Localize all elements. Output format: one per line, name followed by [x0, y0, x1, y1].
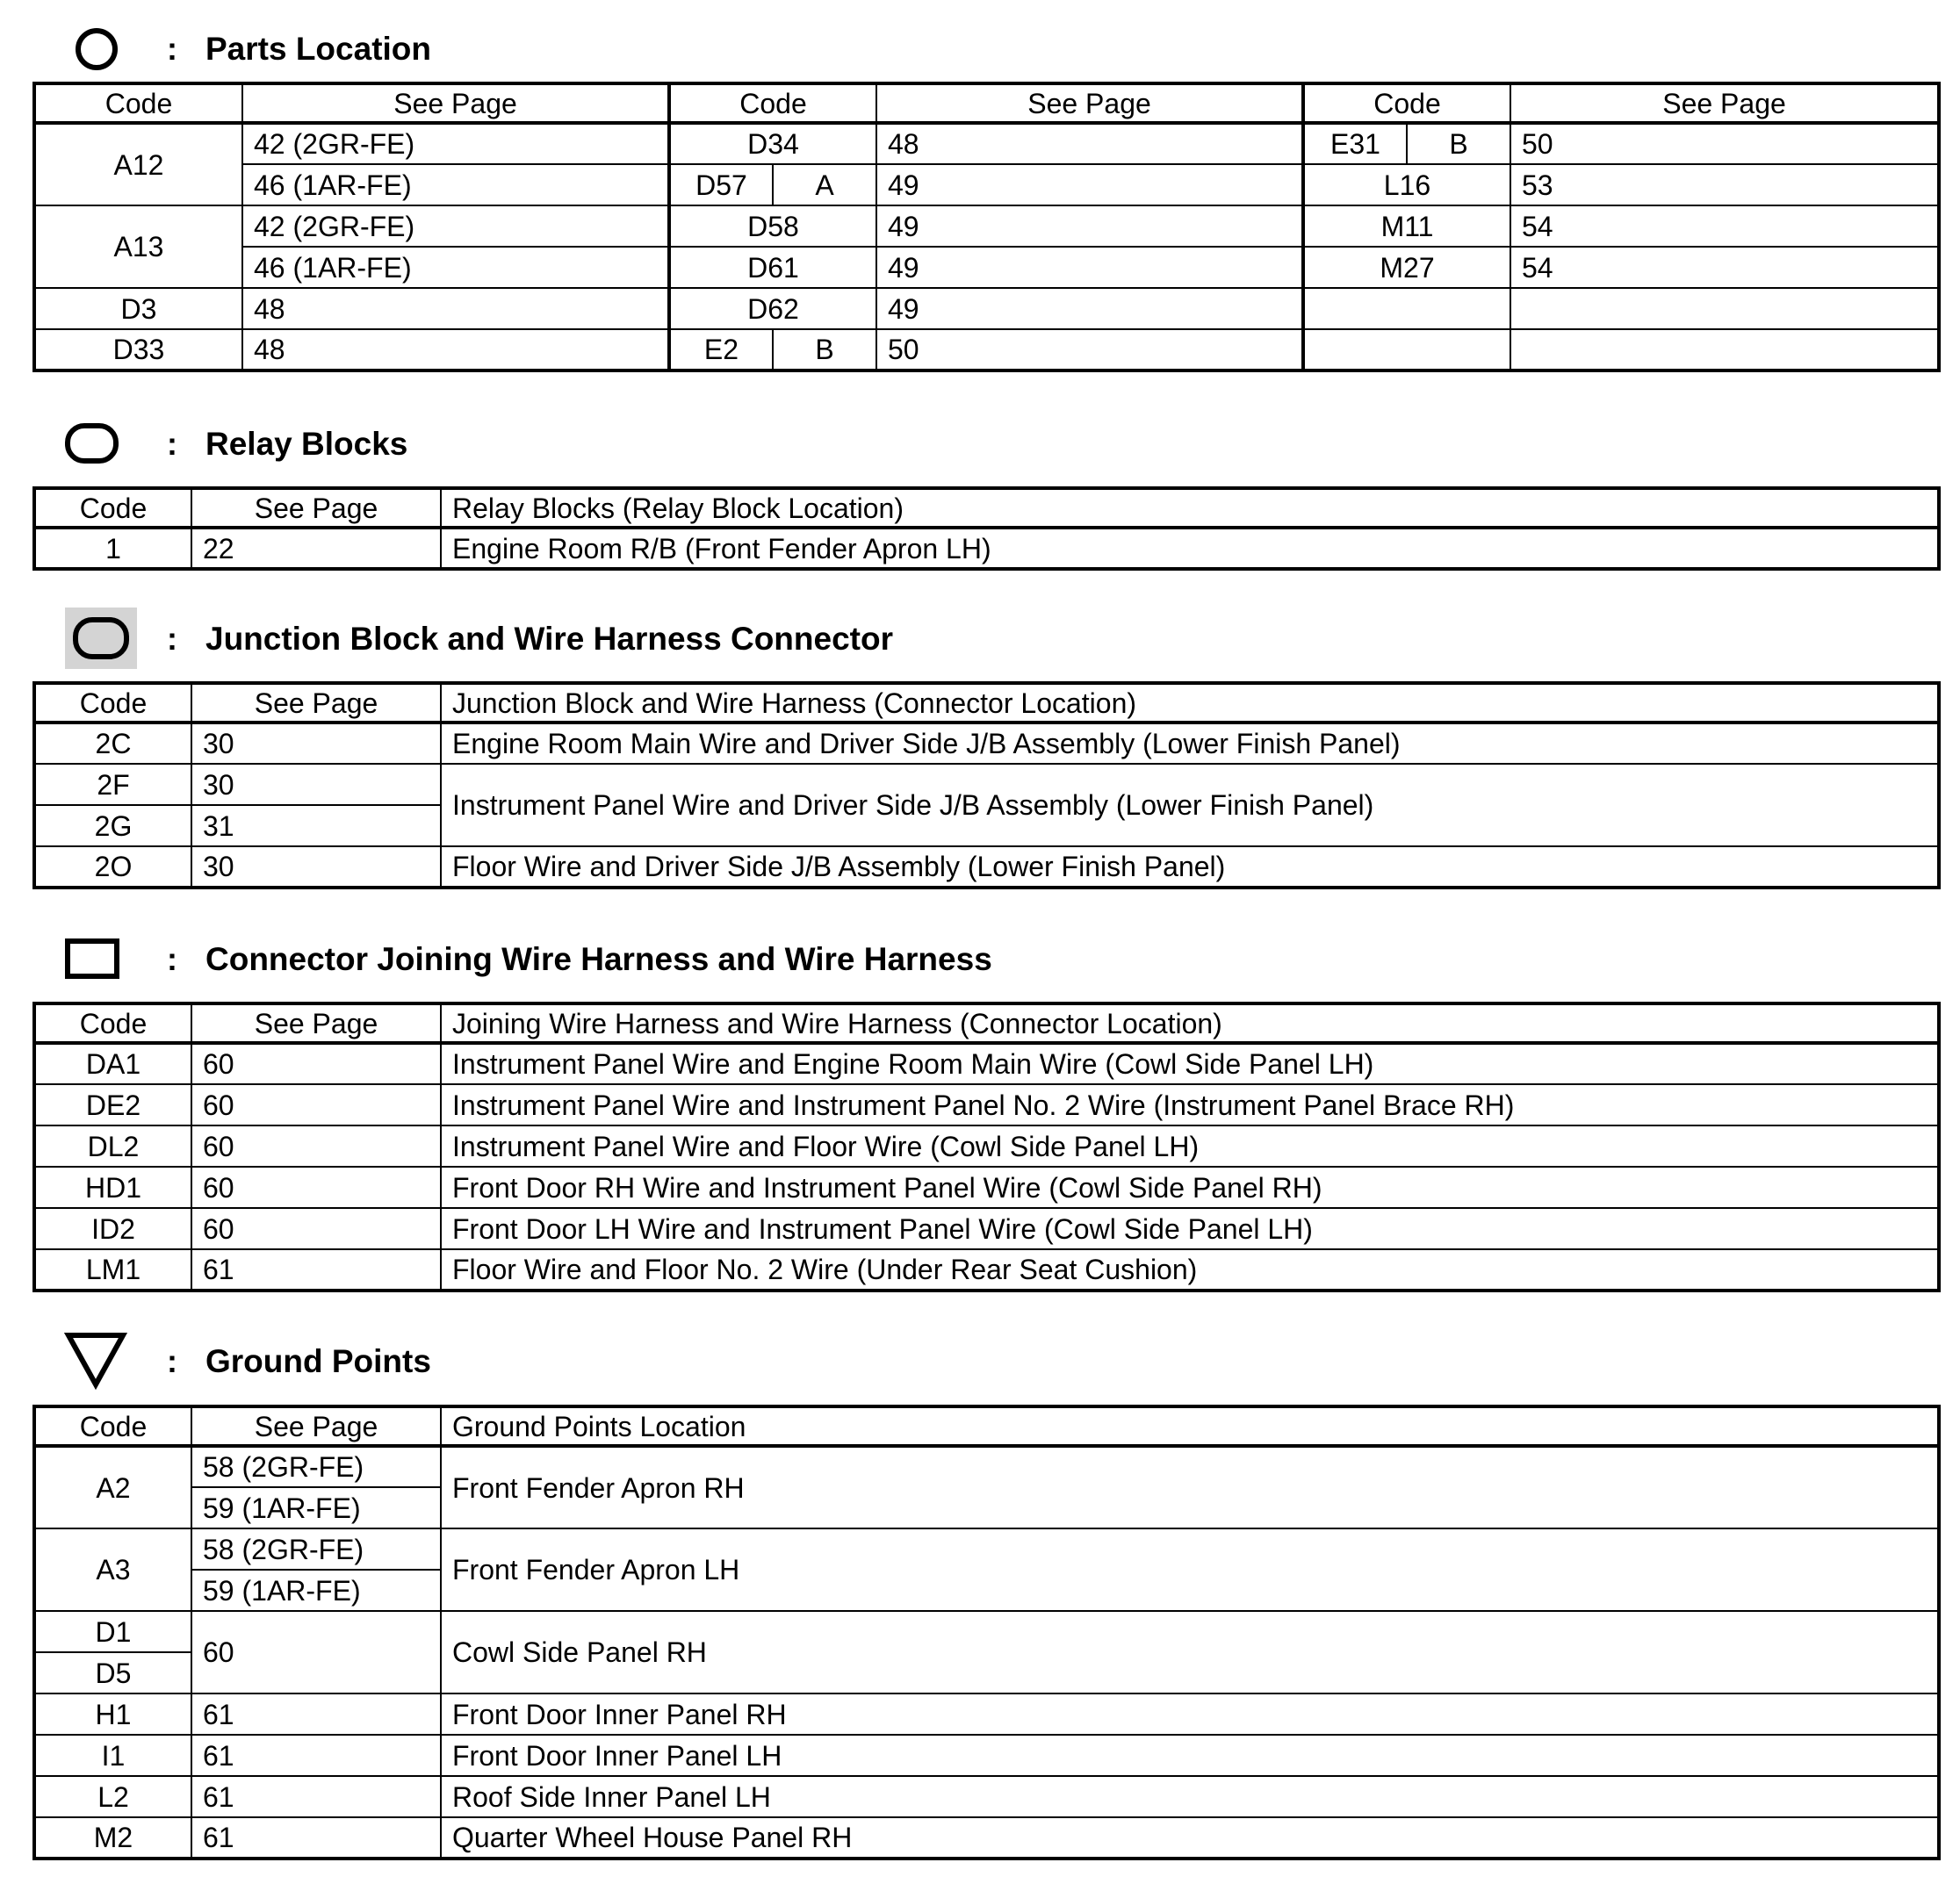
- table-row: [34, 1249, 1939, 1291]
- empty-cell: [1510, 329, 1939, 370]
- code-cell: H1: [34, 1693, 191, 1735]
- description-cell: Instrument Panel Wire and Driver Side J/B Assembly (Lower Finish Panel): [441, 764, 1939, 846]
- heading-colon: :: [167, 941, 177, 977]
- page-cell: 30: [191, 764, 441, 805]
- page-cell: 61: [191, 1817, 441, 1859]
- table-row: [34, 1693, 1939, 1735]
- page-cell: 31: [191, 805, 441, 846]
- heading-colon: :: [167, 621, 177, 657]
- table-row: [34, 1043, 1939, 1084]
- header-code: Code: [34, 488, 191, 528]
- parts-location-table: [32, 82, 1941, 372]
- page-cell: 48: [242, 288, 669, 329]
- table-row: [34, 1611, 1939, 1652]
- shaded-rounded-rect-icon: [65, 608, 137, 669]
- code-cell: M27: [1303, 247, 1510, 288]
- description-cell: Instrument Panel Wire and Engine Room Main Wire (Cowl Side Panel LH): [441, 1043, 1939, 1084]
- table-row: [34, 123, 1939, 164]
- code-cell: E2: [669, 329, 773, 370]
- ground-points-table: [32, 1405, 1941, 1860]
- code-cell: D1: [34, 1611, 191, 1652]
- table-row: [34, 1167, 1939, 1208]
- code-cell: DL2: [34, 1125, 191, 1167]
- code-cell: I1: [34, 1735, 191, 1776]
- page-cell: 22: [191, 528, 441, 569]
- code-cell: A3: [34, 1528, 191, 1611]
- header-code: Code: [1303, 83, 1510, 123]
- code-cell: L16: [1303, 164, 1510, 205]
- empty-cell: [1303, 329, 1510, 370]
- circle-icon: [74, 26, 119, 72]
- junction-block-table: [32, 681, 1941, 889]
- description-cell: Front Door Inner Panel LH: [441, 1735, 1939, 1776]
- header-see-page: See Page: [191, 683, 441, 723]
- triangle-down-icon: [63, 1330, 128, 1390]
- page-cell: 46 (1AR-FE): [242, 247, 669, 288]
- code-cell: D5: [34, 1652, 191, 1693]
- table-row: [34, 205, 1939, 247]
- header-description: Junction Block and Wire Harness (Connector Location): [441, 683, 1939, 723]
- sub-code-cell: B: [773, 329, 876, 370]
- table-row: [34, 1776, 1939, 1817]
- description-cell: Roof Side Inner Panel LH: [441, 1776, 1939, 1817]
- table-header-row: [34, 1406, 1939, 1446]
- page-cell: 61: [191, 1776, 441, 1817]
- code-cell: D61: [669, 247, 876, 288]
- heading-colon: :: [167, 1343, 177, 1379]
- table-row: [34, 1208, 1939, 1249]
- header-see-page: See Page: [191, 1406, 441, 1446]
- page-cell: 59 (1AR-FE): [191, 1570, 441, 1611]
- code-cell: M11: [1303, 205, 1510, 247]
- connector-joining-table: [32, 1002, 1941, 1292]
- page-cell: 49: [876, 205, 1303, 247]
- table-row: [34, 247, 1939, 288]
- page-cell: 50: [876, 329, 1303, 370]
- code-cell: 1: [34, 528, 191, 569]
- table-row: [34, 1735, 1939, 1776]
- page-cell: 54: [1510, 247, 1939, 288]
- code-cell: DA1: [34, 1043, 191, 1084]
- sub-code-cell: A: [773, 164, 876, 205]
- header-code: Code: [34, 1003, 191, 1043]
- code-cell: 2C: [34, 723, 191, 764]
- page-cell: 60: [191, 1167, 441, 1208]
- code-cell: D34: [669, 123, 876, 164]
- table-row: [34, 1817, 1939, 1859]
- page-cell: 61: [191, 1249, 441, 1291]
- table-header-row: [34, 1003, 1939, 1043]
- page-cell: 60: [191, 1043, 441, 1084]
- description-cell: Quarter Wheel House Panel RH: [441, 1817, 1939, 1859]
- table-row: [34, 288, 1939, 329]
- table-row: [34, 764, 1939, 805]
- page-cell: 30: [191, 846, 441, 888]
- table-row: [34, 1084, 1939, 1125]
- header-code: Code: [34, 683, 191, 723]
- header-code: Code: [34, 83, 242, 123]
- page-cell: 42 (2GR-FE): [242, 123, 669, 164]
- page-cell: 49: [876, 288, 1303, 329]
- table-row: [34, 723, 1939, 764]
- code-cell: D33: [34, 329, 242, 370]
- page-cell: 59 (1AR-FE): [191, 1487, 441, 1528]
- relay-blocks-heading: [0, 413, 1960, 474]
- description-cell: Front Door Inner Panel RH: [441, 1693, 1939, 1735]
- relay-blocks-table: [32, 486, 1941, 571]
- page-cell: 42 (2GR-FE): [242, 205, 669, 247]
- table-row: [34, 1528, 1939, 1570]
- table-row: [34, 164, 1939, 205]
- page-cell: 30: [191, 723, 441, 764]
- empty-cell: [1510, 288, 1939, 329]
- header-see-page: See Page: [242, 83, 669, 123]
- page-cell: 54: [1510, 205, 1939, 247]
- code-cell: 2O: [34, 846, 191, 888]
- section-title: Connector Joining Wire Harness and Wire Harness: [205, 941, 992, 977]
- page-cell: 49: [876, 247, 1303, 288]
- code-cell: 2F: [34, 764, 191, 805]
- header-description: Joining Wire Harness and Wire Harness (Connector Location): [441, 1003, 1939, 1043]
- header-description: Ground Points Location: [441, 1406, 1939, 1446]
- parts-location-heading: [0, 18, 1960, 79]
- connector-joining-heading: [0, 928, 1960, 989]
- code-cell: DE2: [34, 1084, 191, 1125]
- description-cell: Front Door LH Wire and Instrument Panel Wire (Cowl Side Panel LH): [441, 1208, 1939, 1249]
- description-cell: Front Door RH Wire and Instrument Panel Wire (Cowl Side Panel RH): [441, 1167, 1939, 1208]
- page-cell: 60: [191, 1084, 441, 1125]
- description-cell: Front Fender Apron RH: [441, 1446, 1939, 1528]
- code-cell: LM1: [34, 1249, 191, 1291]
- junction-block-heading: [0, 608, 1960, 669]
- table-row: [34, 1125, 1939, 1167]
- ground-points-heading: [0, 1330, 1960, 1391]
- description-cell: Instrument Panel Wire and Floor Wire (Cowl Side Panel LH): [441, 1125, 1939, 1167]
- section-title: Relay Blocks: [205, 426, 408, 462]
- page-cell: 61: [191, 1693, 441, 1735]
- header-see-page: See Page: [191, 488, 441, 528]
- heading-colon: :: [167, 426, 177, 462]
- code-cell: M2: [34, 1817, 191, 1859]
- empty-cell: [1303, 288, 1510, 329]
- description-cell: Front Fender Apron LH: [441, 1528, 1939, 1611]
- table-row: [34, 846, 1939, 888]
- page-cell: 60: [191, 1208, 441, 1249]
- page-cell: 48: [876, 123, 1303, 164]
- page-cell: 61: [191, 1735, 441, 1776]
- code-cell: E31: [1303, 123, 1407, 164]
- section-title: Junction Block and Wire Harness Connector: [205, 621, 893, 657]
- header-see-page: See Page: [191, 1003, 441, 1043]
- rectangle-icon: [63, 937, 121, 981]
- description-cell: Cowl Side Panel RH: [441, 1611, 1939, 1693]
- rounded-rect-icon: [63, 421, 121, 465]
- code-cell: A12: [34, 123, 242, 205]
- page-cell: 60: [191, 1611, 441, 1693]
- code-cell: D62: [669, 288, 876, 329]
- heading-colon: :: [167, 31, 177, 67]
- page-cell: 53: [1510, 164, 1939, 205]
- code-cell: A13: [34, 205, 242, 288]
- header-description: Relay Blocks (Relay Block Location): [441, 488, 1939, 528]
- header-see-page: See Page: [876, 83, 1303, 123]
- code-cell: HD1: [34, 1167, 191, 1208]
- page-cell: 58 (2GR-FE): [191, 1528, 441, 1570]
- header-code: Code: [669, 83, 876, 123]
- code-cell: D57: [669, 164, 773, 205]
- table-header-row: [34, 683, 1939, 723]
- page-cell: 50: [1510, 123, 1939, 164]
- table-row: [34, 528, 1939, 569]
- table-header-row: [34, 83, 1939, 123]
- header-see-page: See Page: [1510, 83, 1939, 123]
- section-title: Parts Location: [205, 31, 431, 67]
- page-cell: 48: [242, 329, 669, 370]
- description-cell: Engine Room R/B (Front Fender Apron LH): [441, 528, 1939, 569]
- page-cell: 60: [191, 1125, 441, 1167]
- page-cell: 49: [876, 164, 1303, 205]
- table-row: [34, 329, 1939, 370]
- section-title: Ground Points: [205, 1343, 431, 1379]
- page-cell: 58 (2GR-FE): [191, 1446, 441, 1487]
- code-cell: D3: [34, 288, 242, 329]
- code-cell: D58: [669, 205, 876, 247]
- header-code: Code: [34, 1406, 191, 1446]
- table-row: [34, 1446, 1939, 1487]
- code-cell: 2G: [34, 805, 191, 846]
- description-cell: Floor Wire and Floor No. 2 Wire (Under Rear Seat Cushion): [441, 1249, 1939, 1291]
- description-cell: Floor Wire and Driver Side J/B Assembly (Lower Finish Panel): [441, 846, 1939, 888]
- description-cell: Engine Room Main Wire and Driver Side J/B Assembly (Lower Finish Panel): [441, 723, 1939, 764]
- code-cell: L2: [34, 1776, 191, 1817]
- code-cell: ID2: [34, 1208, 191, 1249]
- page-cell: 46 (1AR-FE): [242, 164, 669, 205]
- code-cell: A2: [34, 1446, 191, 1528]
- description-cell: Instrument Panel Wire and Instrument Panel No. 2 Wire (Instrument Panel Brace RH): [441, 1084, 1939, 1125]
- sub-code-cell: B: [1407, 123, 1510, 164]
- table-header-row: [34, 488, 1939, 528]
